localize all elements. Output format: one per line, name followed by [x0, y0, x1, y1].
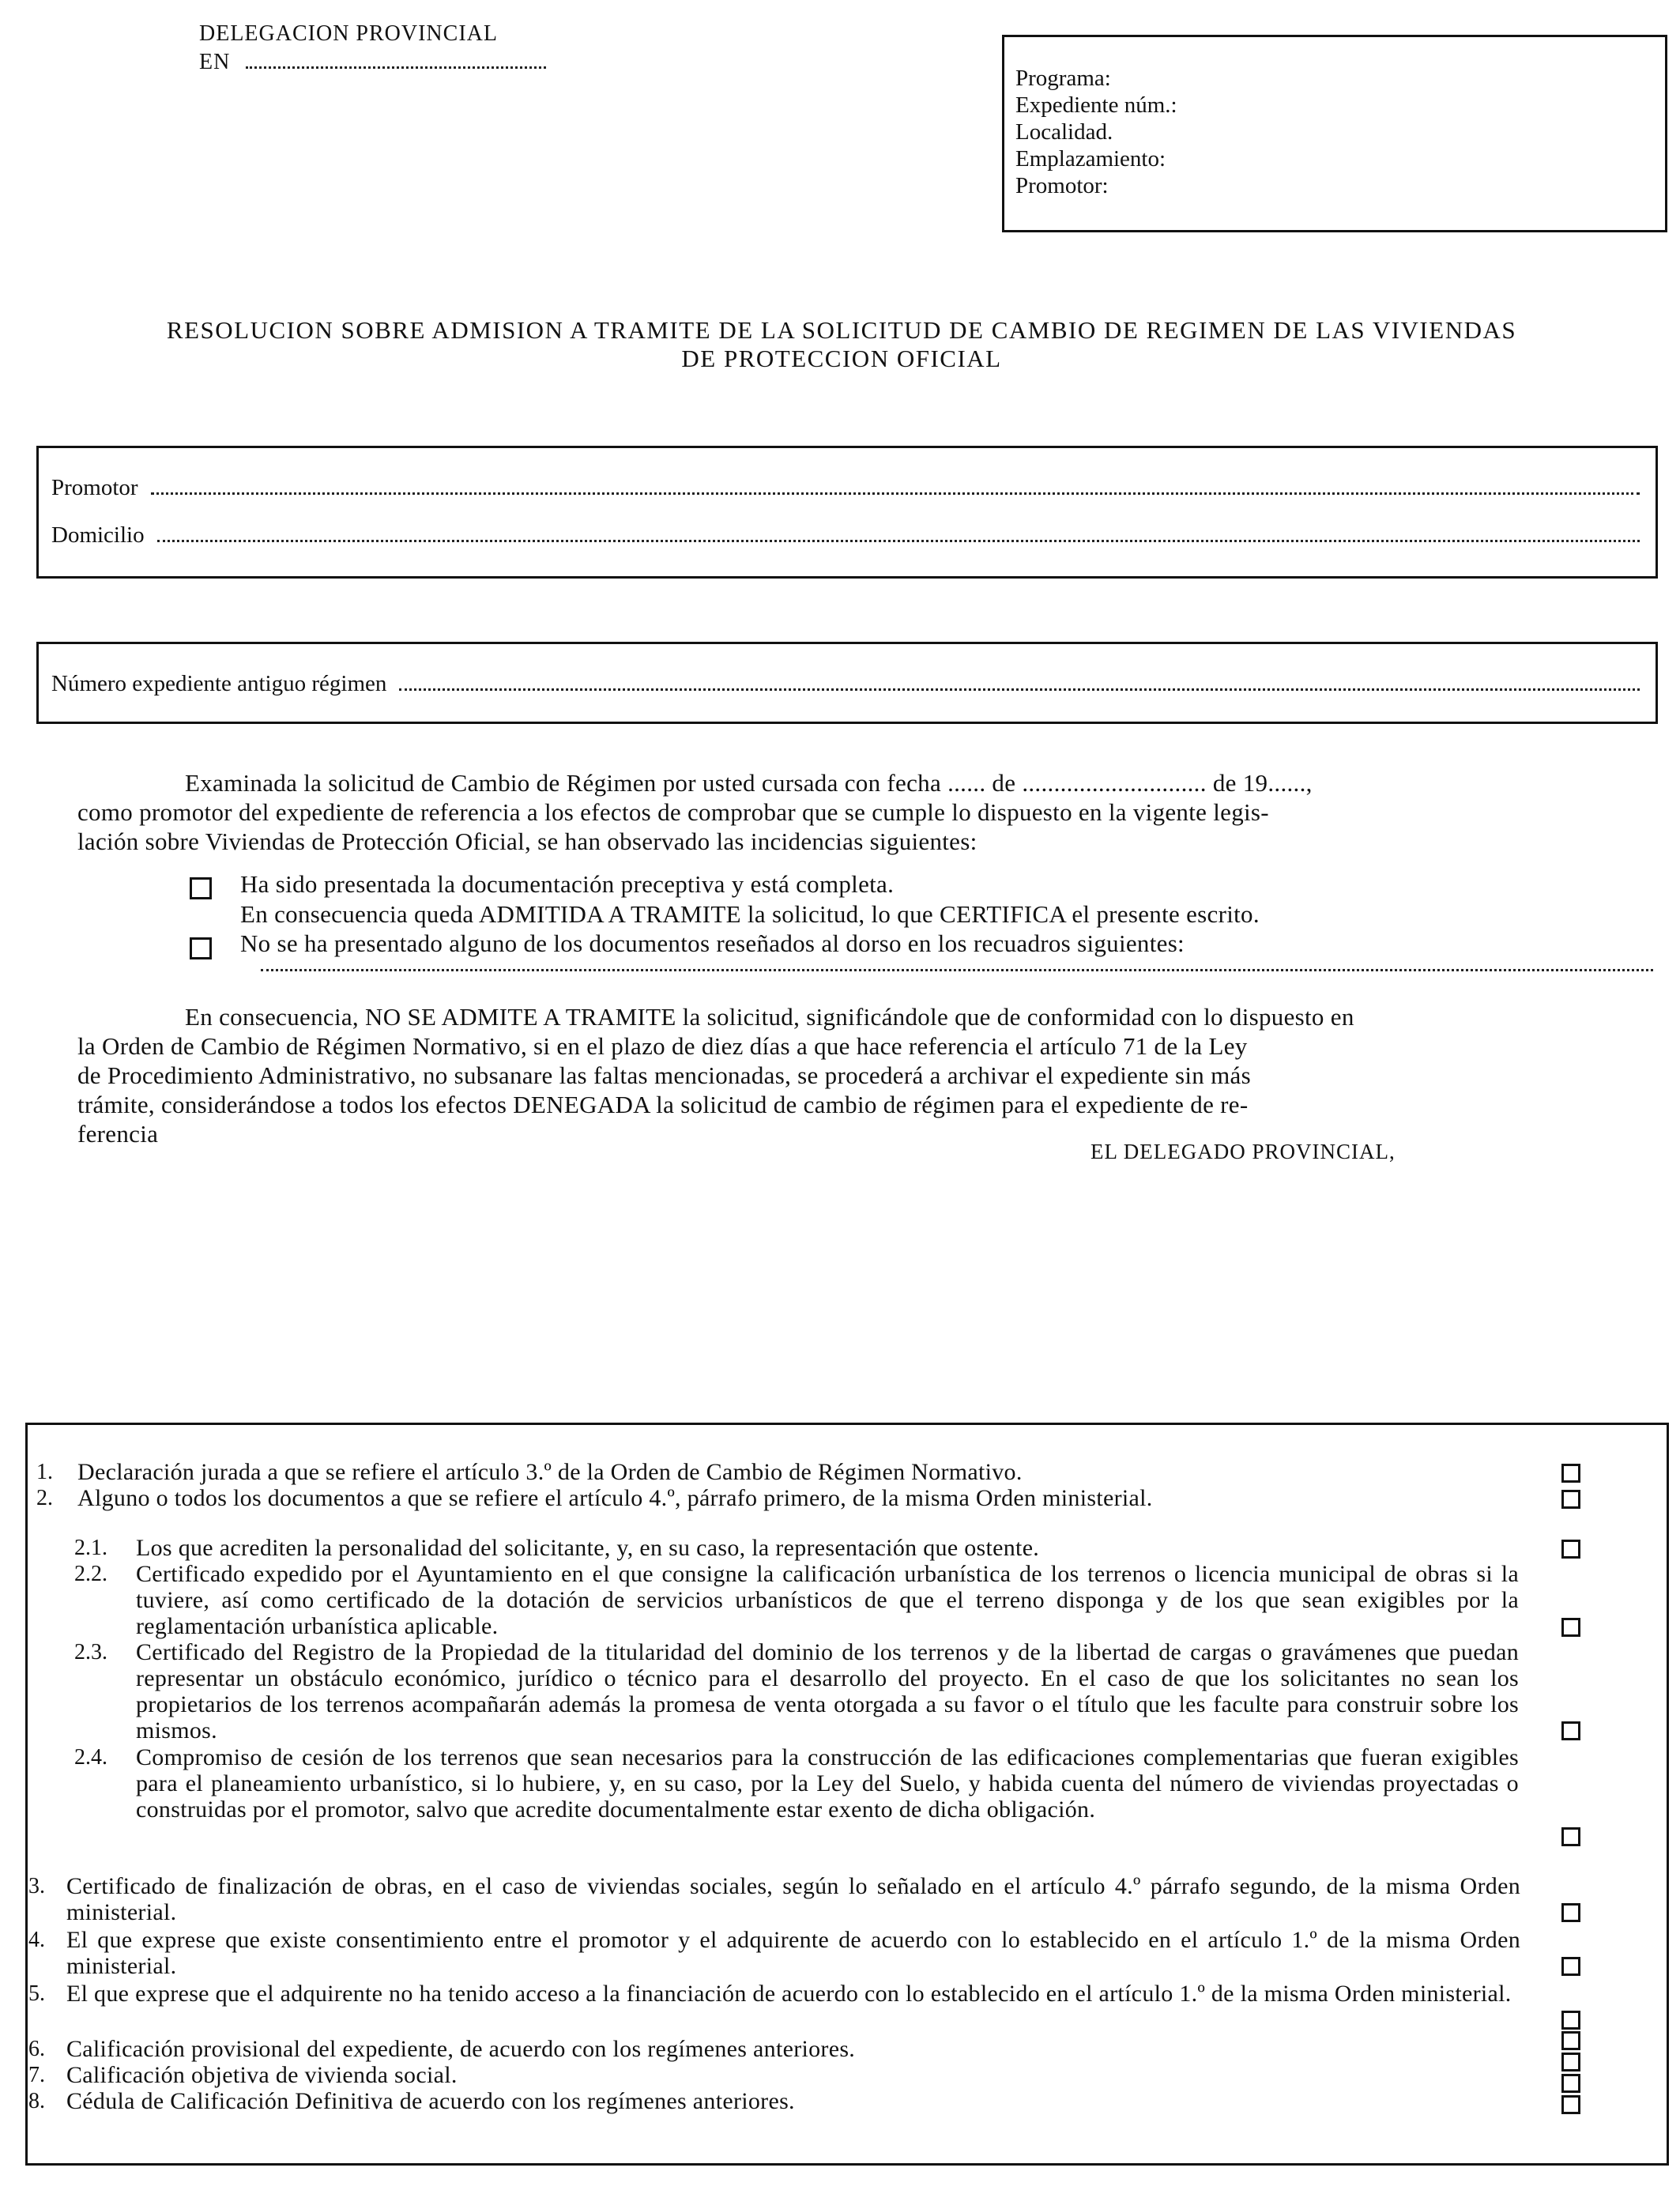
doc-7-number: 7.: [28, 2063, 45, 2087]
doc-5-checkbox[interactable]: [1561, 2011, 1580, 2030]
delegacion-field[interactable]: [246, 55, 546, 69]
doc-1-text: Declaración jurada a que se refiere el artículo 3.º de la Orden de Cambio de Régimen Normativo.: [77, 1459, 1023, 1485]
doc-2-checkbox[interactable]: [1561, 1490, 1580, 1509]
denial-line1: En consecuencia, NO SE ADMITE A TRAMITE la solicitud, significándole que de conformidad con lo dispuesto en: [185, 1003, 1354, 1031]
expediente-box: [36, 642, 1658, 724]
doc-3-text: Certificado de finalización de obras, en el caso de viviendas sociales, según lo señalado en el artículo 4.º párrafo segundo, de la misma Orden ministerial.: [66, 1873, 1520, 1925]
localidad-label: Localidad.: [1015, 119, 1113, 145]
doc-6-number: 6.: [28, 2037, 45, 2061]
doc-2-2-checkbox[interactable]: [1561, 1618, 1580, 1637]
missing-docs-checkbox[interactable]: [190, 937, 212, 959]
doc-2-number: 2.: [36, 1486, 53, 1510]
signature-label: EL DELEGADO PROVINCIAL,: [1090, 1140, 1396, 1163]
program-label: Programa:: [1015, 66, 1111, 91]
option1-line2: En consecuencia queda ADMITIDA A TRAMITE la solicitud, lo que CERTIFICA el presente escrito.: [240, 900, 1260, 928]
doc-5-text: El que exprese que el adquirente no ha tenido acceso a la financiación de acuerdo con lo establecido en el artículo 1.º de la misma Orden ministerial.: [66, 1981, 1512, 2007]
doc-6-text: Calificación provisional del expediente, de acuerdo con los regímenes anteriores.: [66, 2036, 856, 2062]
delegacion-en-label: EN: [199, 50, 231, 74]
doc-4-number: 4.: [28, 1928, 45, 1952]
missing-docs-field[interactable]: [261, 958, 1653, 971]
domicilio-field[interactable]: [157, 529, 1640, 542]
title-line2: DE PROTECCION OFICIAL: [681, 345, 1002, 372]
doc-2-4-text: Compromiso de cesión de los terrenos que sean necesarios para la construcción de las edificaciones complementarias que fueran exigibles para el planeamiento urbanístico, si lo hubiere, y, en su caso, por la Ley del Suelo, y habida cuenta del número de viviendas proyectadas o construidas por el promotor, salvo que acredite documentalmente estar exento de dicha obligación.: [136, 1744, 1519, 1823]
doc-2-3-number: 2.3.: [74, 1640, 107, 1664]
admitted-checkbox[interactable]: [190, 877, 212, 899]
doc-4-checkbox[interactable]: [1561, 1957, 1580, 1976]
expediente-row: [51, 668, 1640, 699]
doc-7-checkbox[interactable]: [1561, 2053, 1580, 2071]
doc-2-text: Alguno o todos los documentos a que se refiere el artículo 4.º, párrafo primero, de la misma Orden ministerial.: [77, 1485, 1153, 1511]
doc-8-text: Cédula de Calificación Definitiva de acuerdo con los regímenes anteriores.: [66, 2088, 795, 2114]
doc-6-checkbox[interactable]: [1561, 2031, 1580, 2050]
doc-2-1-text: Los que acrediten la personalidad del solicitante, y, en su caso, la representación que ostente.: [136, 1535, 1040, 1561]
promotor-field[interactable]: [151, 481, 1640, 495]
program-box: [1002, 35, 1667, 232]
doc-8-checkbox[interactable]: [1561, 2074, 1580, 2093]
doc-2-3-checkbox[interactable]: [1561, 1721, 1580, 1740]
doc-4-text: El que exprese que existe consentimiento entre el promotor y el adquirente de acuerdo con lo establecido en el artículo 1.º de la misma Orden ministerial.: [66, 1927, 1520, 1979]
doc-2-2-text: Certificado expedido por el Ayuntamiento en el que consigne la calificación urbanística de los terrenos o licencia municipal de obras si la tuviere, así como certificado de la dotación de servicios urbanísticos de que el terreno disponga y de los que sean exigibles por la reglamentación urbanística aplicable.: [136, 1561, 1519, 1639]
promotor-row: [51, 472, 1640, 503]
doc-1-checkbox[interactable]: [1561, 1464, 1580, 1483]
delegacion-line1: DELEGACION PROVINCIAL: [199, 21, 498, 46]
denial-line2: la Orden de Cambio de Régimen Normativo, si en el plazo de diez días a que hace referencia el artículo 71 de la Ley: [77, 1032, 1248, 1060]
doc-2-2-number: 2.2.: [74, 1562, 107, 1586]
promotor-label-top: Promotor:: [1015, 173, 1109, 198]
emplazamiento-label: Emplazamiento:: [1015, 146, 1166, 172]
title-line1: RESOLUCION SOBRE ADMISION A TRAMITE DE LA SOLICITUD DE CAMBIO DE REGIMEN DE LAS VIVIENDAS: [166, 316, 1517, 344]
doc-7-text: Calificación objetiva de vivienda social.: [66, 2062, 458, 2088]
intro-line1: Examinada la solicitud de Cambio de Régimen por usted cursada con fecha ...... de ............................. de 19......,: [185, 769, 1313, 797]
domicilio-row: [51, 519, 1640, 551]
doc-1-number: 1.: [36, 1460, 53, 1484]
option2-line: No se ha presentado alguno de los documentos reseñados al dorso en los recuadros siguientes:: [240, 929, 1185, 957]
doc-2-3-text: Certificado del Registro de la Propiedad de la titularidad del dominio de los terrenos y de la libertad de cargas o gravámenes que puedan representar un obstáculo económico, jurídico o técnico para el desarrollo del proyecto. En el caso de que los solicitantes no sean los propietarios de los terrenos acompañarán además la promesa de venta otorgada a su favor o el título que les faculte para construir sobre los mismos.: [136, 1639, 1519, 1744]
document-title: [47, 316, 1636, 373]
doc-5-number: 5.: [28, 1981, 45, 2006]
expediente-antiguo-field[interactable]: [399, 677, 1640, 691]
doc-3-checkbox[interactable]: [1561, 1903, 1580, 1922]
intro-line2: como promotor del expediente de referencia a los efectos de comprobar que se cumple lo dispuesto en la vigente legis-: [77, 798, 1269, 826]
denial-line4: trámite, considerándose a todos los efectos DENEGADA la solicitud de cambio de régimen para el expediente de re-: [77, 1091, 1249, 1118]
doc-8-checkbox-extra[interactable]: [1561, 2095, 1580, 2114]
doc-3-number: 3.: [28, 1874, 45, 1898]
promotor-label: Promotor: [51, 475, 138, 500]
expediente-antiguo-label: Número expediente antiguo régimen: [51, 671, 387, 696]
promoter-box: [36, 446, 1658, 579]
intro-line3: lación sobre Viviendas de Protección Oficial, se han observado las incidencias siguientes:: [77, 827, 977, 855]
denial-line3: de Procedimiento Administrativo, no subsanare las faltas mencionadas, se procederá a archivar el expediente sin más: [77, 1061, 1251, 1089]
doc-2-1-number: 2.1.: [74, 1536, 107, 1560]
denial-line5: ferencia: [77, 1120, 159, 1148]
domicilio-label: Domicilio: [51, 522, 145, 548]
doc-2-1-checkbox[interactable]: [1561, 1540, 1580, 1559]
doc-8-number: 8.: [28, 2089, 45, 2113]
doc-2-4-checkbox[interactable]: [1561, 1827, 1580, 1846]
option1-line1: Ha sido presentada la documentación preceptiva y está completa.: [240, 870, 895, 898]
delegacion-line2: [199, 49, 546, 76]
expediente-label: Expediente núm.:: [1015, 92, 1177, 118]
doc-2-4-number: 2.4.: [74, 1745, 107, 1770]
